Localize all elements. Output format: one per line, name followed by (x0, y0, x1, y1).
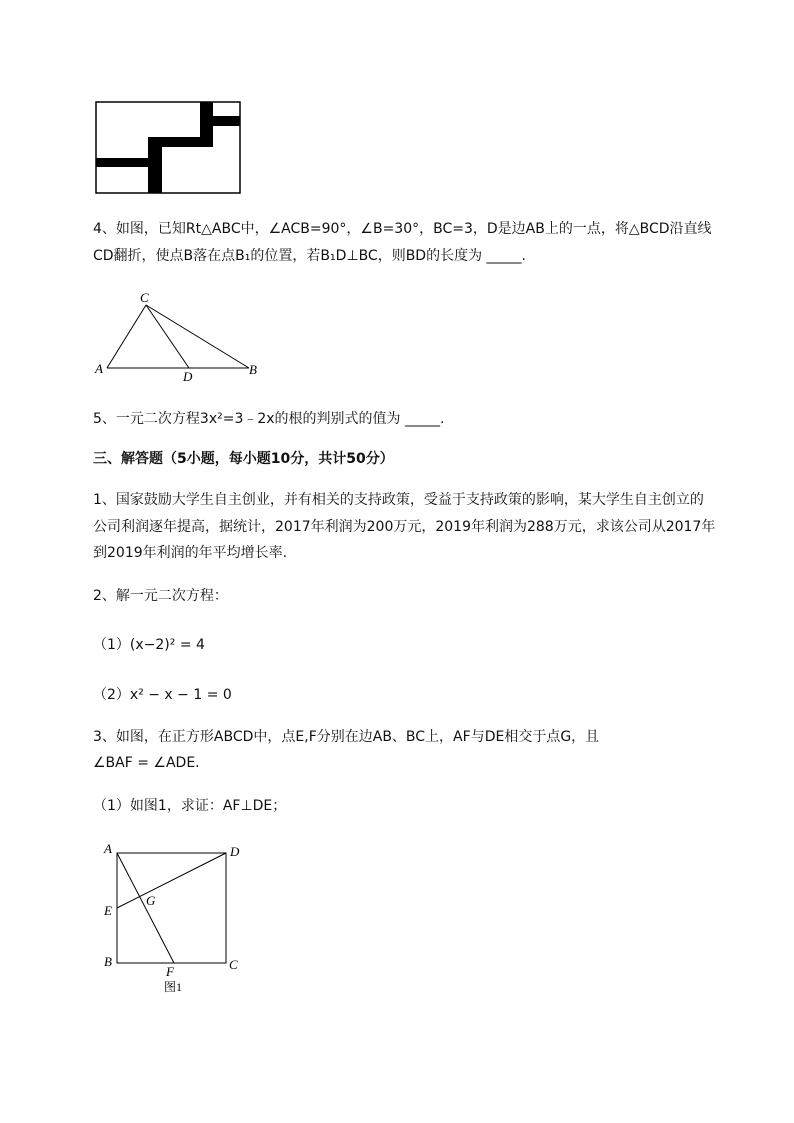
stair-band-middle (148, 137, 200, 147)
p1-line-1: 1、国家鼓励大学生自主创业，并有相关的支持政策，受益于支持政策的影响，某大学生自主创立的 (93, 492, 704, 508)
stair-band-bottom (96, 158, 148, 167)
q4-line-1: 4、如图，已知Rt△ABC中，∠ACB=90°，∠B=30°，BC=3，D是边AB上的一点，将△BCD沿直线 (93, 221, 712, 237)
p3-line-1: 3、如图，在正方形ABCD中，点E,F分别在边AB、BC上，AF与DE相交于点G，且 (93, 729, 600, 745)
p2-sub-1: （1）(x−2)² = 4 (93, 637, 205, 653)
section-heading: 三、解答题（5小题，每小题10分，共计50分） (93, 451, 394, 467)
p1-line-3: 到2019年利润的年平均增长率. (93, 545, 288, 561)
p2-sub-2: （2）x² − x − 1 = 0 (93, 687, 232, 703)
label-C: C (140, 290, 149, 305)
stair-figure (95, 101, 243, 195)
square-figure (100, 838, 250, 998)
label-B: B (104, 954, 112, 969)
label-A: A (95, 361, 103, 376)
label-D: D (183, 369, 193, 383)
stair-band-top (200, 116, 240, 126)
p3-sub-1: （1）如图1，求证：AF⊥DE； (93, 798, 287, 814)
p2-intro: 2、解一元二次方程： (93, 588, 228, 604)
label-D: D (230, 844, 240, 859)
q4-line-2: CD翻折，使点B落在点B₁的位置，若B₁D⊥BC，则BD的长度为 _____. (93, 248, 526, 264)
p3-line-2: ∠BAF = ∠ADE. (93, 755, 200, 771)
q5-text: 5、一元二次方程3x²=3﹣2x的根的判别式的值为 _____. (93, 411, 445, 427)
label-A: A (104, 841, 112, 856)
label-C: C (229, 957, 238, 972)
triangle-figure (93, 288, 268, 383)
label-B: B (249, 362, 257, 377)
label-E: E (104, 903, 112, 918)
p1-line-2: 公司利润逐年提高，据统计，2017年利润为200万元，2019年利润为288万元，求该公司从2017年 (93, 519, 716, 535)
label-F: F (166, 964, 174, 979)
figure-caption: 图1 (164, 980, 183, 994)
label-G: G (146, 893, 156, 908)
